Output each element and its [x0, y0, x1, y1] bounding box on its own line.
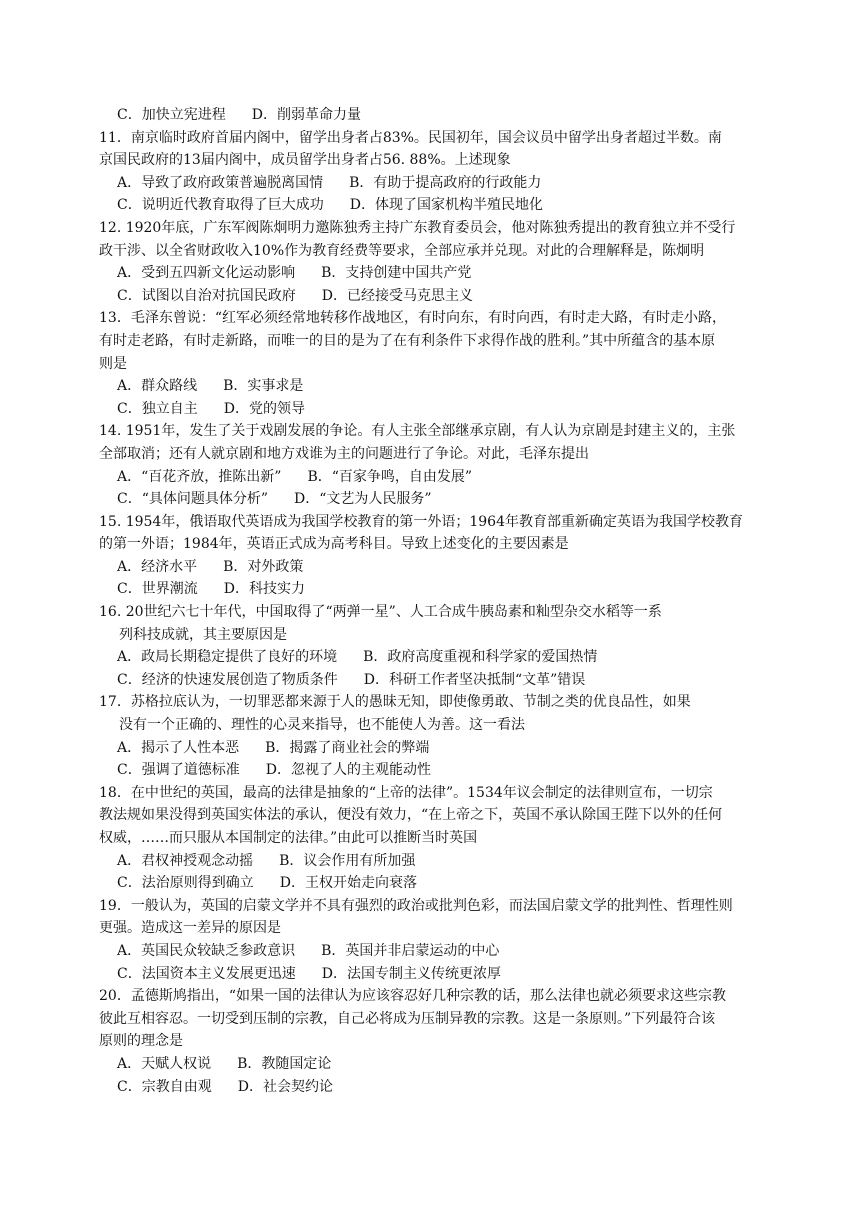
answer-options-line — [99, 556, 780, 579]
question-text-line: 更强。造成这一差异的原因是 — [99, 920, 281, 937]
question-text-line: 没有一个正确的、理性的心灵来指导，也不能使人为善。这一看法 — [119, 717, 525, 734]
answer-options-line — [99, 737, 780, 760]
question-text-line: 政干涉、以全省财政收入10%作为教育经费等要求，全部应承并兑现。对此的合理解释是，陈炯明 — [99, 242, 705, 259]
answer-option: B．有助于提高政府的行政能力 — [349, 174, 542, 191]
answer-options-line — [99, 759, 780, 782]
question-text-line: 18．在中世纪的英国，最高的法律是抽象的“上帝的法律”。1534年议会制定的法律则宣布，一切宗 — [99, 784, 713, 801]
question-text-line: 列科技成就，其主要原因是 — [119, 626, 287, 643]
question-text-line: 11．南京临时政府首届内阁中，留学出身者占83%。民国初年，国会议员中留学出身者超过半数。南 — [99, 129, 722, 146]
answer-option: D．社会契约论 — [237, 1078, 333, 1095]
question-text-line: 教法规如果没得到英国实体法的承认，便没有效力，“在上帝之下，英国不承认除国王陛下以外的任何 — [99, 807, 723, 824]
answer-option: B．议会作用有所加强 — [279, 852, 416, 869]
answer-option: D．党的领导 — [223, 400, 305, 417]
answer-option: B．教随国定论 — [237, 1055, 332, 1072]
answer-option: A．“百花齐放，推陈出新” — [117, 468, 282, 485]
answer-option: C．强调了道德标准 — [117, 762, 240, 779]
answer-option: D．科研工作者坚决抵制“文革”错误 — [363, 671, 586, 688]
question-text-line: 14. 1951年，发生了关于戏剧发展的争论。有人主张全部继承京剧，有人认为京剧是封建主义的，主张 — [99, 423, 736, 440]
answer-options-line — [99, 578, 780, 601]
answer-option: C．说明近代教育取得了巨大成功 — [117, 197, 324, 214]
answer-options-line — [99, 1076, 780, 1099]
answer-options-line — [99, 488, 780, 511]
answer-option: C．“具体问题具体分析” — [117, 491, 269, 508]
answer-options-line — [99, 375, 780, 398]
answer-options-line — [99, 1053, 780, 1076]
question-text-line: 17．苏格拉底认为，一切罪恶都来源于人的愚昧无知，即使像勇敢、节制之类的优良品性，如果 — [99, 694, 691, 711]
answer-option: A．导致了政府政策普遍脱离国情 — [117, 174, 324, 191]
answer-option: D．削弱革命力量 — [251, 107, 361, 123]
question-text-line: 20．孟德斯鸠指出，“如果一国的法律认为应该容忍好几种宗教的话，那么法律也就必须要求这些宗教 — [99, 988, 726, 1005]
question-text-line: 全部取消；还有人就京剧和地方戏谁为主的问题进行了争论。对此，毛泽东提出 — [99, 445, 589, 462]
answer-option: D．法国专制主义传统更浓厚 — [321, 965, 501, 982]
answer-option: D．王权开始走向衰落 — [279, 875, 417, 892]
answer-option: A．君权神授观念动摇 — [117, 852, 254, 869]
answer-option: B．支持创建中国共产党 — [321, 265, 472, 282]
question-text-line: 彼此互相容忍。一切受到压制的宗教，自己必将成为压制异教的宗教。这是一条原则。”下列最符合该 — [99, 1010, 716, 1027]
answer-option: D．忽视了人的主观能动性 — [265, 762, 431, 779]
answer-options-line — [99, 466, 780, 489]
answer-options-line — [99, 194, 780, 217]
answer-option: C．法治原则得到确立 — [117, 875, 254, 892]
answer-options-line — [99, 646, 780, 669]
question-text-line: 的第一外语；1984年，英语正式成为高考科目。导致上述变化的主要因素是 — [99, 536, 569, 553]
answer-options-line — [99, 872, 780, 895]
question-text-line: 12. 1920年底，广东军阀陈炯明力邀陈独秀主持广东教育委员会，他对陈独秀提出的教育独立并不受行 — [99, 219, 736, 236]
question-text-line: 15. 1954年，俄语取代英语成为我国学校教育的第一外语；1964年教育部重新确定英语为我国学校教育 — [99, 513, 743, 530]
answer-options-line — [99, 398, 780, 421]
answer-options-line — [99, 104, 780, 127]
question-text-line: 权威，……而只服从本国制定的法律。”由此可以推断当时英国 — [99, 830, 478, 846]
answer-option: B．揭露了商业社会的弊端 — [265, 739, 430, 756]
question-text-line: 有时走老路，有时走新路，而唯一的目的是为了在有利条件下求得作战的胜利。”其中所蕴含的基本原 — [99, 332, 716, 349]
answer-options-line — [99, 940, 780, 963]
answer-options-line — [99, 285, 780, 308]
answer-options-line — [99, 669, 780, 692]
answer-option: A．经济水平 — [117, 558, 198, 575]
question-text-line: 京国民政府的13届内阁中，成员留学出身者占56. 88%。上述现象 — [99, 152, 511, 169]
answer-options-line — [99, 262, 780, 285]
question-text-line: 13．毛泽东曾说：“红军必须经常地转移作战地区，有时向东，有时向西，有时走大路，有时走小路， — [99, 310, 726, 327]
answer-option: C．加快立宪进程 — [117, 107, 226, 123]
answer-option: C．世界潮流 — [117, 581, 198, 598]
answer-options-line — [99, 850, 780, 873]
answer-option: C．法国资本主义发展更迅速 — [117, 965, 296, 982]
answer-option: A．揭示了人性本恶 — [117, 739, 240, 756]
answer-options-line — [99, 963, 780, 986]
answer-option: D．科技实力 — [223, 581, 305, 598]
question-text-line: 则是 — [99, 355, 127, 372]
answer-option: A．政局长期稳定提供了良好的环境 — [117, 649, 338, 666]
answer-option: C．独立自主 — [117, 400, 198, 417]
answer-option: A．天赋人权说 — [117, 1055, 212, 1072]
question-text-line: 原则的理念是 — [99, 1033, 183, 1050]
answer-option: A．群众路线 — [117, 378, 198, 395]
answer-option: B．英国并非启蒙运动的中心 — [321, 942, 500, 959]
answer-option: A．英国民众较缺乏参政意识 — [117, 942, 296, 959]
answer-option: B．对外政策 — [223, 558, 304, 575]
answer-option: D．已经接受马克思主义 — [321, 287, 473, 304]
question-text-line: 16. 20世纪六七十年代，中国取得了“两弹一星”、人工合成牛胰岛素和籼型杂交水稻等一系 — [99, 604, 662, 621]
answer-option: B．政府高度重视和科学家的爱国热情 — [363, 649, 598, 666]
question-text-line: 19．一般认为，英国的启蒙文学并不具有强烈的政治或批判色彩，而法国启蒙文学的批判性、哲理性则 — [99, 897, 733, 914]
answer-option: D．体现了国家机构半殖民地化 — [349, 197, 543, 214]
answer-option: C．试图以自治对抗国民政府 — [117, 287, 296, 304]
answer-option: D．“文艺为人民服务” — [294, 491, 432, 508]
answer-option: B．“百家争鸣，自由发展” — [307, 468, 473, 485]
answer-options-line — [99, 172, 780, 195]
answer-option: C．经济的快速发展创造了物质条件 — [117, 671, 338, 688]
answer-option: A．受到五四新文化运动影响 — [117, 265, 296, 282]
answer-option: C．宗教自由观 — [117, 1078, 212, 1095]
answer-option: B．实事求是 — [223, 378, 304, 395]
